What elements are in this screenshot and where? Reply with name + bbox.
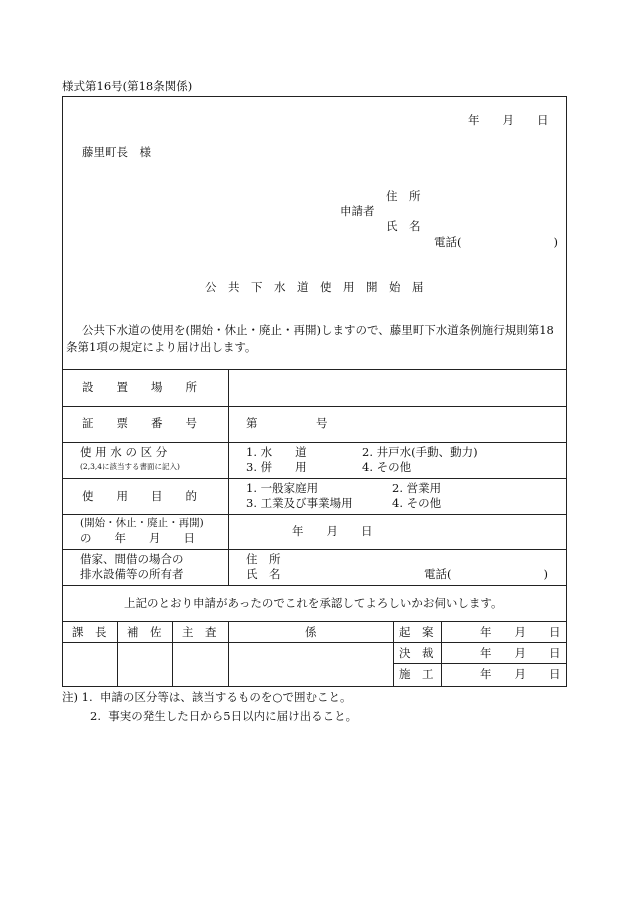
drafted-label: 起 案 <box>399 625 434 639</box>
stamp-column-divider <box>441 621 442 687</box>
status-date-value: 年 月 日 <box>292 524 373 538</box>
usage-purpose-option-1: 1. 一般家庭用 <box>246 481 319 495</box>
row-line <box>62 514 567 515</box>
water-type-option-4: 4. その他 <box>362 460 412 474</box>
usage-purpose-option-2: 2. 営業用 <box>392 481 442 495</box>
row-line <box>62 406 567 407</box>
body-text-line-2: 条第1項の規定により届け出します。 <box>66 340 257 354</box>
construction-label: 施 工 <box>399 667 434 681</box>
usage-purpose-option-4: 4. その他 <box>392 496 442 510</box>
stamp-header-line <box>62 642 397 643</box>
stamp-right-row-line <box>393 642 567 643</box>
applicant-name-label: 氏 名 <box>386 219 421 233</box>
table-top-line <box>62 369 567 370</box>
row-line <box>62 442 567 443</box>
approval-request-text: 上記のとおり申請があったのでこれを承認してよろしいかお伺いします。 <box>124 596 503 610</box>
document-title: 公 共 下 水 道 使 用 開 始 届 <box>205 280 424 294</box>
column-divider <box>228 369 229 585</box>
submission-date: 年 月 日 <box>468 113 549 127</box>
row-line <box>62 549 567 550</box>
stamp-column-divider <box>117 621 118 687</box>
stamp-column-divider <box>228 621 229 687</box>
stamp-table-top-line <box>62 621 567 622</box>
chief-clerk-header: 主 査 <box>182 625 217 639</box>
note-2: 2. 事実の発生した日から5日以内に届け出ること。 <box>90 709 358 723</box>
usage-purpose-label: 使 用 目 的 <box>82 489 197 503</box>
applicant-phone: 電話( ) <box>434 235 558 249</box>
stamp-column-divider <box>172 621 173 687</box>
applicant-address-label: 住 所 <box>386 189 421 203</box>
body-text-line-1: 公共下水道の使用を(開始・休止・廃止・再開)しますので、藤里町下水道条例施行規則第18 <box>82 323 554 337</box>
water-type-option-3: 3. 併 用 <box>246 460 307 474</box>
stamp-column-divider <box>393 621 394 687</box>
water-type-label: 使 用 水 の 区 分 <box>80 445 168 459</box>
stamp-right-row-line <box>393 663 567 664</box>
status-date-label-2: の 年 月 日 <box>80 531 195 545</box>
row-line <box>62 478 567 479</box>
certificate-number-prefix: 第 <box>246 416 258 430</box>
addressee: 藤里町長 様 <box>82 145 151 159</box>
owner-label-2: 排水設備等の所有者 <box>80 567 184 581</box>
section-chief-header: 課 長 <box>72 625 107 639</box>
row-line <box>62 585 567 586</box>
owner-phone: 電話( ) <box>424 567 548 581</box>
installation-location-label: 設 置 場 所 <box>82 380 197 394</box>
water-type-note: (2,3,4に該当する書面に記入) <box>80 462 180 471</box>
drafted-date: 年 月 日 <box>480 625 561 639</box>
owner-label-1: 借家、間借の場合の <box>80 552 184 566</box>
form-number: 様式第16号(第18条関係) <box>62 79 193 93</box>
owner-address-label: 住 所 <box>246 552 281 566</box>
certificate-number-suffix: 号 <box>316 416 328 430</box>
applicant-label: 申請者 <box>340 204 375 218</box>
water-type-option-1: 1. 水 道 <box>246 445 307 459</box>
usage-purpose-option-3: 3. 工業及び事業場用 <box>246 496 353 510</box>
water-type-option-2: 2. 井戸水(手動、動力) <box>362 445 478 459</box>
status-date-label-1: (開始・休止・廃止・再開) <box>80 517 204 529</box>
approved-date: 年 月 日 <box>480 646 561 660</box>
note-1: 注) 1. 申請の区分等は、該当するものを○で囲むこと。 <box>62 690 352 704</box>
owner-name-label: 氏 名 <box>246 567 281 581</box>
construction-date: 年 月 日 <box>480 667 561 681</box>
certificate-number-label: 証 票 番 号 <box>82 416 197 430</box>
staff-header: 係 <box>305 625 317 639</box>
assistant-header: 補 佐 <box>127 625 162 639</box>
approved-label: 決 裁 <box>399 646 434 660</box>
